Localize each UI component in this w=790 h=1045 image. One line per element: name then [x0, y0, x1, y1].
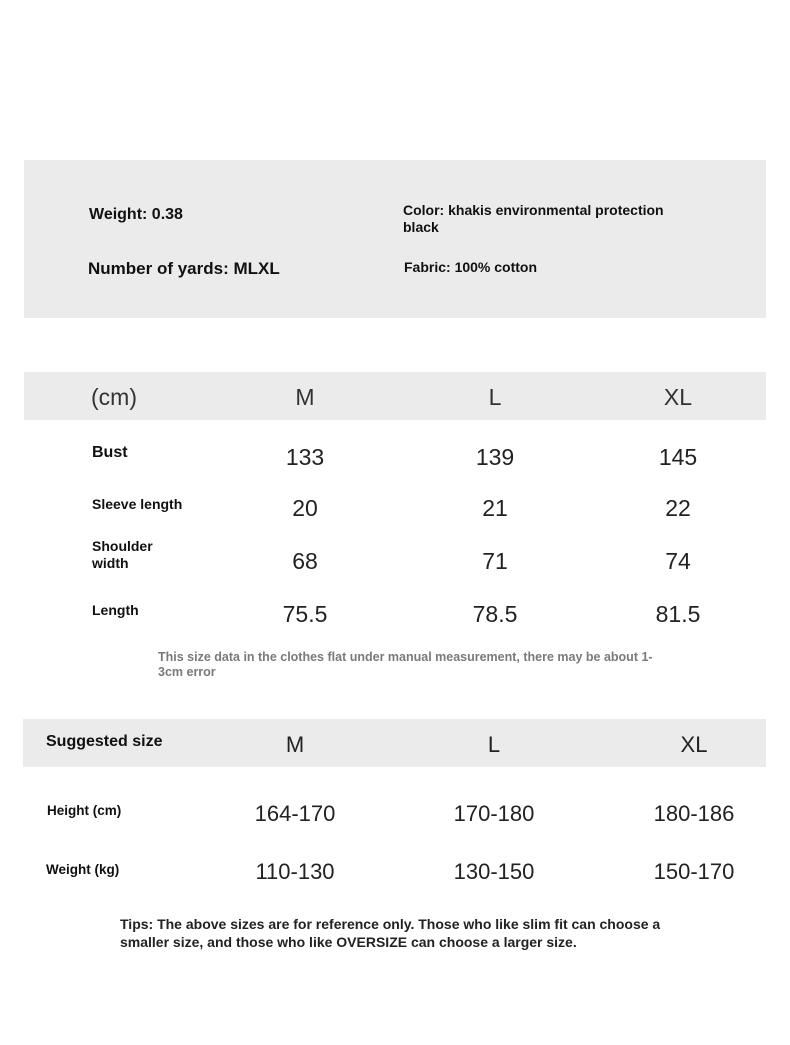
suggested-cell: 170-180	[453, 801, 535, 826]
size-cell: 20	[292, 495, 318, 521]
size-unit-header: (cm)	[91, 384, 137, 410]
size-cell: 74	[665, 548, 691, 574]
size-tips: Tips: The above sizes are for reference only. Those who like slim fit can choose a smaller size, and those who like OVERSIZE can choose a larger size.	[120, 916, 661, 950]
suggested-cell: 110-130	[255, 859, 335, 884]
size-row-label: Length	[92, 602, 139, 618]
product-yards: Number of yards: MLXL	[88, 259, 280, 278]
product-info-panel	[24, 160, 766, 318]
size-row-label: Sleeve length	[92, 496, 183, 512]
size-cell: 145	[658, 444, 698, 470]
suggested-row-label: Weight (kg)	[46, 862, 120, 877]
size-cell: 139	[475, 444, 515, 470]
size-cell: 68	[292, 548, 318, 574]
size-cell: 78.5	[472, 601, 518, 627]
suggested-row-label: Height (cm)	[47, 803, 122, 818]
size-row-label: Shoulder width	[92, 538, 153, 571]
suggested-col-xl: XL	[680, 732, 708, 757]
size-cell: 21	[482, 495, 508, 521]
suggested-col-l: L	[487, 732, 501, 757]
size-cell: 133	[285, 444, 325, 470]
suggested-cell: 150-170	[653, 859, 735, 884]
size-col-l: L	[488, 384, 502, 410]
size-col-m: M	[295, 384, 315, 410]
suggested-col-m: M	[285, 732, 305, 757]
size-cell: 81.5	[655, 601, 701, 627]
size-row-label: Bust	[92, 444, 128, 461]
size-col-xl: XL	[663, 384, 693, 410]
suggested-cell: 180-186	[653, 801, 735, 826]
product-color: Color: khakis environmental protection black	[403, 202, 664, 235]
size-cell: 75.5	[282, 601, 328, 627]
suggested-cell: 130-150	[453, 859, 535, 884]
product-fabric: Fabric: 100% cotton	[404, 259, 538, 275]
size-cell: 71	[482, 548, 508, 574]
product-weight: Weight: 0.38	[89, 206, 183, 223]
suggested-cell: 164-170	[254, 801, 336, 826]
measurement-note: This size data in the clothes flat under manual measurement, there may be about 1-3cm error	[158, 650, 653, 679]
suggested-size-title: Suggested size	[46, 733, 163, 750]
size-cell: 22	[665, 495, 691, 521]
